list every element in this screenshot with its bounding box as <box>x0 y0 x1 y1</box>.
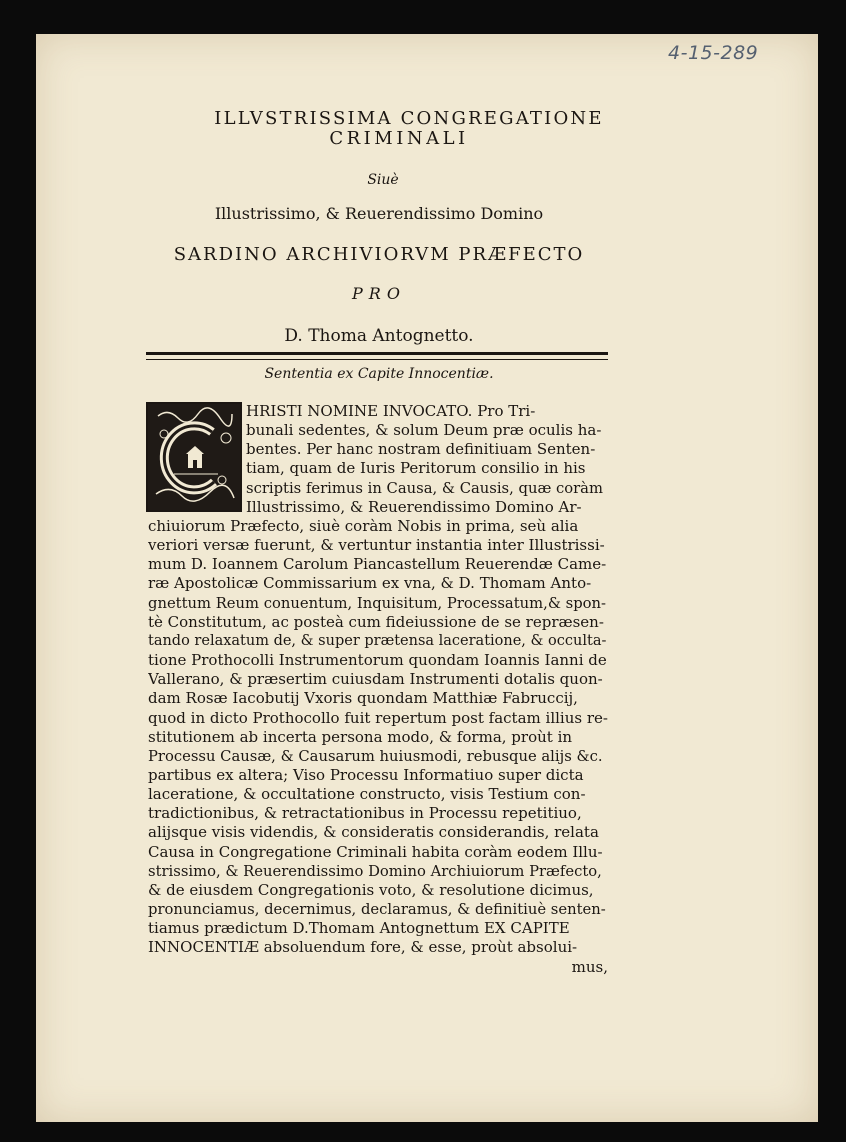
siue-label: Siuè <box>367 172 399 188</box>
sentence-body <box>148 402 608 977</box>
shelfmark-annotation: 4-15-289 <box>668 42 759 64</box>
body-line: INNOCENTIÆ absoluendum fore, & esse, proùt absolui- <box>148 938 578 957</box>
pro-label: PRO <box>352 284 406 303</box>
body-line: partibus ex altera; Viso Processu Informatiuo super dicta <box>148 765 584 784</box>
body-line: tradictionibus, & retractationibus in Processu repetitiuo, <box>148 804 582 823</box>
dominus-line: Illustrissimo, & Reuerendissimo Domino <box>214 204 544 223</box>
catchword: mus, <box>571 957 608 976</box>
body-line: gnettum Reum conuentum, Inquisitum, Processatum,& spon- <box>148 594 607 612</box>
body-line: chiuiorum Præfecto, siuè coràm Nobis in prima, seù alia <box>148 516 579 535</box>
body-line: stitutionem ab incerta persona modo, & forma, proùt in <box>148 727 573 746</box>
body-line: tiam, quam de Iuris Peritorum consilio in his <box>246 459 586 478</box>
body-line: Causa in Congregatione Criminali habita coràm eodem Illu- <box>148 842 603 861</box>
body-line: tione Prothocolli Instrumentorum quondam Ioannis Ianni de <box>148 651 607 670</box>
body-line: Vallerano, & præsertim cuiusdam Instrumenti dotalis quon- <box>148 670 603 689</box>
body-line: Illustrissimo, & Reuerendissimo Domino Ar- <box>246 497 582 516</box>
body-line: & de eiusdem Congregationis voto, & resolutione dicimus, <box>148 880 594 899</box>
body-line: quod in dicto Prothocollo fuit repertum post factam illius re- <box>148 708 608 727</box>
body-line: tando relaxatum de, & super prætensa laceratione, & occulta- <box>148 632 607 649</box>
body-line: laceratione, & occultatione constructo, visis Testium con- <box>148 785 586 804</box>
reus-name: D. Thoma Antognetto. <box>284 326 474 346</box>
body-line: HRISTI NOMINE INVOCATO. Pro Tri- <box>246 402 536 420</box>
title-line-1: ILLVSTRISSIMA CONGREGATIONE <box>214 108 604 129</box>
body-line: Processu Causæ, & Causarum huiusmodi, rebusque alijs &c. <box>148 747 603 765</box>
body-line: tiamus prædictum D.Thomam Antognettum EX CAPITE <box>148 919 570 938</box>
body-line: ræ Apostolicæ Commissarium ex vna, & D. Thomam Anto- <box>148 574 592 593</box>
body-line: mum D. Ioannem Carolum Piancastellum Reuerendæ Came- <box>148 555 607 574</box>
body-line: dam Rosæ Iacobutij Vxoris quondam Matthiæ Fabruccij, <box>148 689 578 708</box>
body-line: tè Constitutum, ac posteà cum fideiussione de se repræsen- <box>148 612 604 631</box>
body-line: scriptis ferimus in Causa, & Causis, quæ coràm <box>246 479 603 497</box>
title-line-2: CRIMINALI <box>329 128 469 149</box>
body-line: pronunciamus, decernimus, declaramus, & definitiuè senten- <box>148 901 606 919</box>
divider-rule <box>146 352 608 360</box>
body-line: bunali sedentes, & solum Deum præ oculis ha- <box>246 421 602 440</box>
body-line: veriori versæ fuerunt, & vertuntur instantia inter Illustrissi- <box>148 536 605 555</box>
praefectus-line: SARDINO ARCHIVIORVM PRÆFECTO <box>173 244 585 265</box>
sententia-subtitle: Sententia ex Capite Innocentiæ. <box>264 366 494 382</box>
body-line: bentes. Per hanc nostram definitiuam Senten- <box>246 440 596 459</box>
body-line: alijsque visis videndis, & consideratis considerandis, relata <box>148 823 599 842</box>
body-line: strissimo, & Reuerendissimo Domino Archiuiorum Præfecto, <box>148 862 602 880</box>
